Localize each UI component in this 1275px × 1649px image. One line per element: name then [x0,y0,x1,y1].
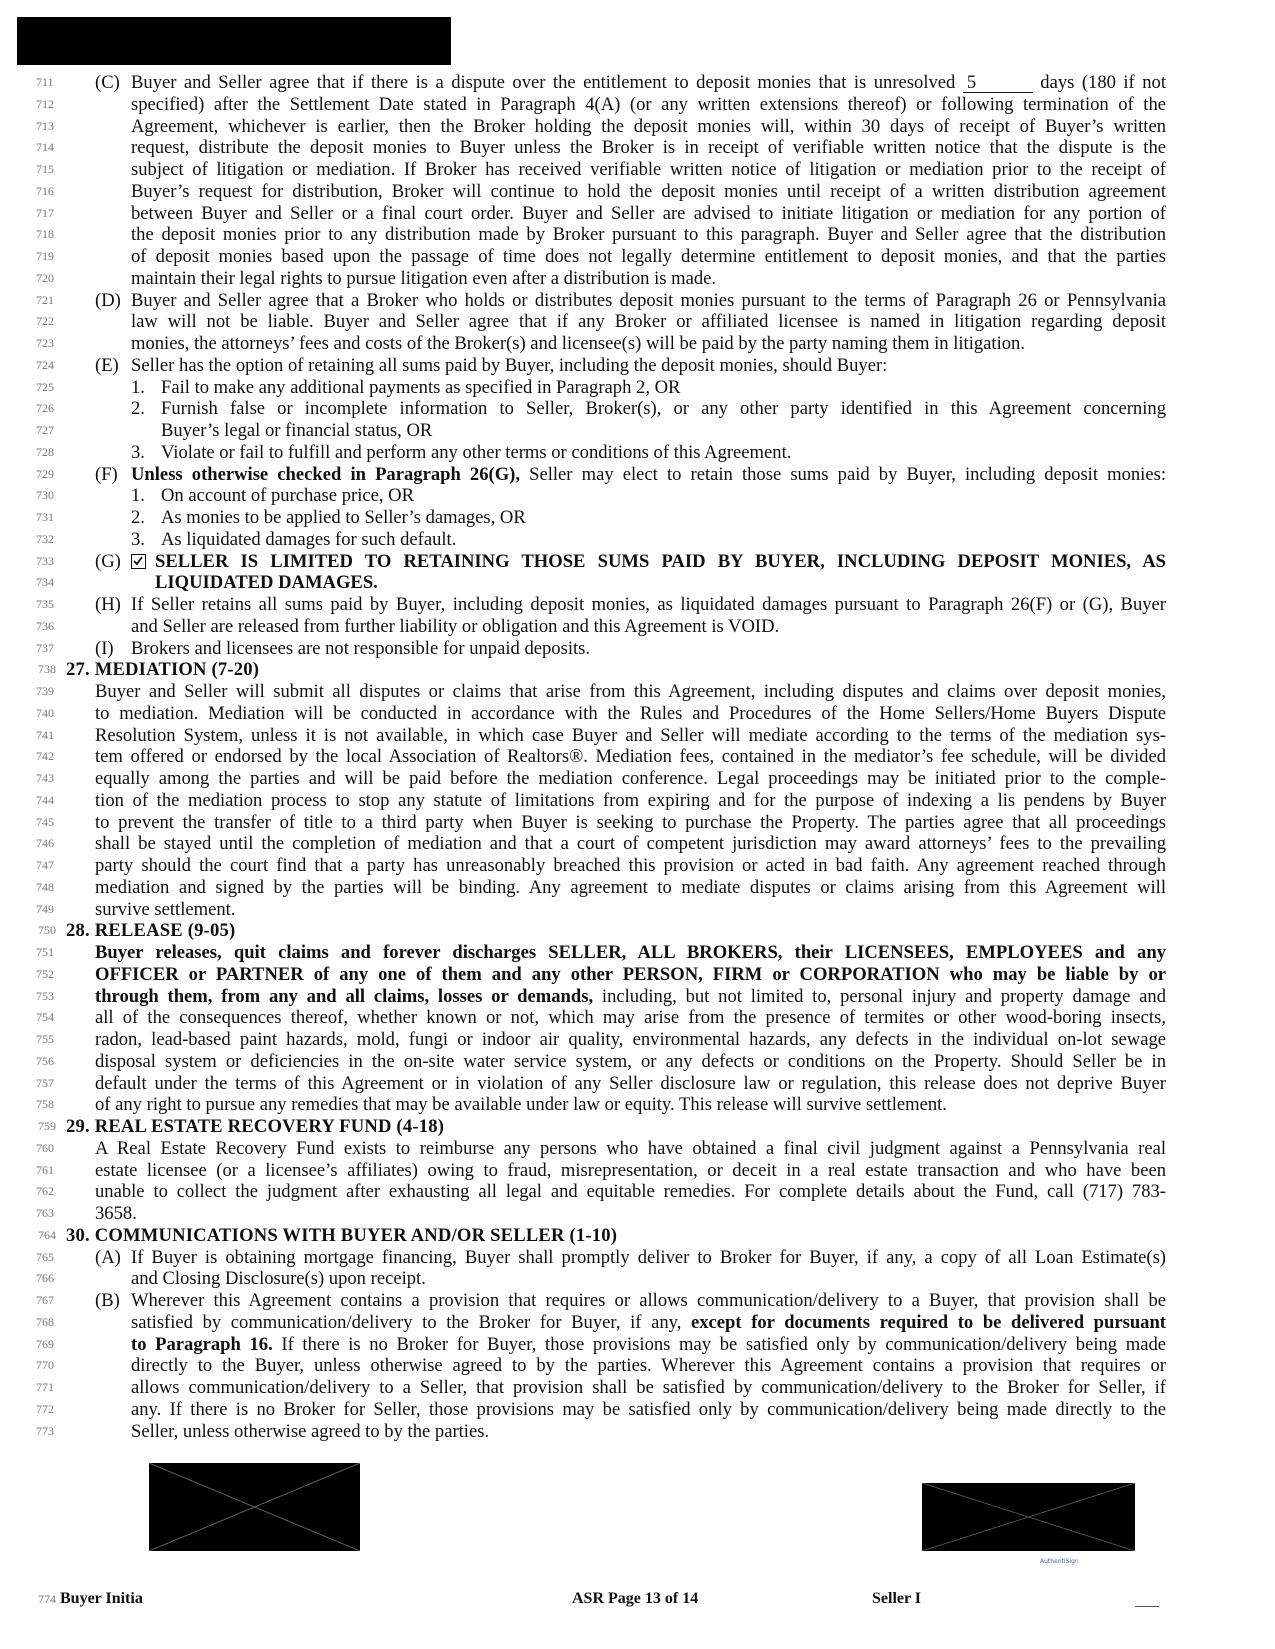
doc-line [0,1180,1275,1203]
line-number: 750 [38,923,56,938]
text-segment: Resolution System, unless it is not available, in which case Buyer and Seller will mediate according to the terms of the mediation sys- [95,724,1166,746]
doc-line [0,1093,1275,1116]
text-segment: Buyer and Seller agree that a Broker who holds or distributes deposit monies pursuant to the terms of Paragraph 26 or Pennsylvania [131,289,1166,311]
bold-text: except for documents required to be delivered pursuant [690,1311,1166,1333]
line-number: 713 [36,118,54,133]
line-number: 733 [36,553,54,568]
text-segment: default under the terms of this Agreement or in violation of any Seller disclosure law or regulation, this release does not deprive Buyer [95,1072,1166,1094]
item-text [131,1289,1166,1312]
subitem-text: Violate or fail to fulfill and perform any other terms or conditions of this Agreement. [161,441,792,463]
paragraph-text [95,724,1166,747]
doc-line [0,332,1275,355]
page-number: ASR Page 13 of 14 [572,1590,699,1607]
item-label: (B) [95,1290,120,1311]
paragraph-text [95,985,1166,1008]
doc-line [0,854,1275,877]
text-segment: to mediation. Mediation will be conducted in accordance with the Rules and Procedures of the Home Sellers/Home Buyers Dispute [95,702,1166,724]
text-segment: between Buyer and Seller or a final court order. Buyer and Seller are advised to initiate litigation or mediation for any portion of [131,202,1166,224]
subitem-text: As liquidated damages for such default. [161,528,457,550]
line-number: 771 [36,1380,54,1394]
buyer-initials-label: Buyer Initia [60,1590,143,1607]
paragraph-text [161,419,432,442]
text-segment: party should the court find that a party has unreasonably breached this provision or acted in bad faith. Any agreement reached through [95,855,1166,876]
doc-line [0,789,1275,812]
doc-line [0,745,1275,768]
text-segment: subject of litigation or mediation. If Broker has received verifiable written notice of litigation or mediation prior to the receipt of [131,159,1166,180]
paragraph-text [131,1398,1166,1421]
item-text [131,71,1166,94]
line-number: 758 [36,1097,54,1112]
text-segment: to prevent the transfer of title to a third party when Buyer is seeking to purchase the Property. The parties agree that all proceedings [95,811,1166,833]
line-number: 755 [36,1032,54,1046]
text-segment: and Seller are released from further liability or obligation and this Agreement is VOID. [131,615,780,637]
doc-line [0,1354,1275,1377]
paragraph-text [95,789,1166,812]
doc-line [0,637,1275,660]
doc-line [0,898,1275,921]
doc-line [0,832,1275,855]
checked-checkbox-icon[interactable] [131,550,150,573]
doc-line [0,397,1275,420]
section-heading [66,1224,617,1247]
doc-line [0,1289,1275,1312]
redaction-box-icon [149,1463,360,1551]
paragraph-text [95,941,1166,964]
line-number: 772 [36,1401,54,1416]
text-segment: including, but not limited to, personal injury and property damage and [593,985,1166,1007]
line-number: 756 [36,1053,54,1068]
doc-line [0,919,1275,942]
paragraph-text [95,1028,1166,1051]
text-segment: shall be stayed until the completion of mediation and that a court of competent jurisdiction may award attorneys’ fees to the prevailing [95,833,1166,855]
line-number: 740 [36,705,54,720]
paragraph-text [131,615,779,638]
item-label: (H) [95,594,121,615]
text-segment: directly to the Buyer, unless otherwise agreed to by the parties. Wherever this Agreement contains a provision that requires or [131,1355,1166,1377]
line-number: 739 [36,684,54,698]
doc-line [0,941,1275,964]
text-segment: maintain their legal rights to pursue litigation even after a distribution is made. [131,267,717,289]
text-segment: 3658. [95,1203,137,1224]
doc-line [0,267,1275,290]
paragraph-text [95,1159,1166,1182]
doc-line [0,571,1275,594]
text-segment: Agreement, whichever is earlier, then the Broker holding the deposit monies will, within 30 days of receipt of Buyer’s written [131,115,1166,137]
doc-line [0,310,1275,333]
doc-line [0,115,1275,138]
item-text [155,550,1166,573]
doc-line [0,702,1275,725]
line-number: 743 [36,771,54,785]
text-segment: 30. COMMUNICATIONS WITH BUYER AND/OR SELLER (1-10) [66,1224,618,1246]
line-number: 770 [36,1358,54,1373]
doc-line [0,71,1275,94]
line-number: 737 [36,640,54,655]
line-number: 764 [38,1227,56,1242]
text-segment: radon, lead-based paint hazards, mold, fungi or indoor air quality, environmental hazards, any defects in the individual on-lot sewage [95,1029,1166,1050]
subitem-label: 1. [131,376,145,398]
bold-text: Unless otherwise checked in Paragraph 26(G), [131,463,521,485]
bold-text: SELLER IS LIMITED TO RETAINING THOSE SUMS PAID BY BUYER, INCLUDING DEPOSIT MONIES, AS [155,550,1166,572]
line-number: 729 [36,466,54,481]
paragraph-text [95,1050,1166,1073]
text-segment: Buyer and Seller will submit all disputes or claims that arise from this Agreement, including disputes and claims over deposit monies, [95,681,1166,702]
redaction-box-icon [922,1483,1135,1551]
text-segment: request, distribute the deposit monies to Buyer unless the Broker is in receipt of verifiable written notice that the dispute is the [131,137,1166,159]
text-segment: and Closing Disclosure(s) upon receipt. [131,1268,426,1290]
doc-line [0,1006,1275,1029]
text-segment: satisfied by communication/delivery to the Broker for Buyer, if any, [131,1311,691,1333]
text-segment: allows communication/delivery to a Seller, that provision shall be satisfied by communication/delivery to the Broker for Seller, if [131,1377,1166,1398]
line-number: 714 [36,140,54,155]
text-segment: A Real Estate Recovery Fund exists to reimburse any persons who have obtained a final civil judgment against a Pennsylvania real [95,1137,1166,1159]
doc-line [0,811,1275,834]
doc-line [0,1050,1275,1073]
line-number: 761 [36,1162,54,1177]
item-text [131,637,590,660]
doc-line [0,136,1275,159]
paragraph-text [95,1202,137,1225]
text-segment: survive settlement. [95,898,236,920]
paragraph-text [95,680,1166,703]
line-number: 724 [36,357,54,372]
line-number: 736 [36,618,54,633]
text-segment: of any right to pursue any remedies that may be available under law or equity. This release will survive settlement. [95,1094,947,1116]
bold-text: through them, from any and all claims, losses or demands, [95,985,594,1007]
paragraph-text [95,1006,1166,1029]
paragraph-text [95,898,235,921]
text-segment: monies, the attorneys’ fees and costs of the Broker(s) and licensee(s) will be paid by the party naming them in litigation. [131,333,1025,354]
subitem-label: 1. [131,485,145,507]
doc-line [0,1115,1275,1138]
doc-line [0,615,1275,638]
text-segment: If there is no Broker for Buyer, those provisions may be satisfied only by communication/delivery being made [272,1333,1166,1355]
doc-line [0,1224,1275,1247]
doc-line [0,202,1275,225]
line-number: 711 [36,75,54,89]
section-heading [66,658,259,681]
line-number: 751 [36,945,54,959]
paragraph-text [131,202,1166,225]
line-number: 760 [36,1140,54,1155]
bold-text: to Paragraph 16. [131,1333,273,1355]
doc-line [0,180,1275,203]
footer-buyer-initials [38,1587,143,1611]
text-segment: Seller has the option of retaining all sums paid by Buyer, including the deposit monies, should Buyer: [131,354,888,376]
footer-line-number: 774 [38,1592,56,1606]
seller-initials-label: Seller I [872,1590,922,1607]
text-segment: Seller, unless otherwise agreed to by the parties. [131,1420,490,1442]
paragraph-text [131,136,1166,159]
paragraph-text [95,854,1166,877]
line-number: 735 [36,597,54,611]
paragraph-text [131,158,1166,181]
line-number: 718 [36,227,54,242]
paragraph-text [95,1180,1166,1203]
doc-line [0,376,1275,399]
text-segment: law will not be liable. Buyer and Seller agree that if any Broker or affiliated licensee is named in litigation regarding deposit [131,311,1166,333]
line-number: 766 [36,1271,54,1286]
doc-line [0,876,1275,899]
paragraph-text [155,571,378,594]
line-number: 754 [36,1010,54,1025]
item-text [131,463,1166,486]
doc-line [0,1159,1275,1182]
text-segment: 28. RELEASE (9-05) [66,920,236,942]
doc-line [0,1137,1275,1160]
paragraph-text [95,767,1166,790]
bold-text: Buyer releases, quit claims and forever discharges SELLER, ALL BROKERS, their LICENSEES, EMPLOYEES and any [95,942,1166,963]
paragraph-text [131,310,1166,333]
bold-text: OFFICER or PARTNER of any one of them and any other PERSON, FIRM or CORPORATION who may be liable by or [95,963,1166,985]
line-number: 742 [36,749,54,764]
line-number: 773 [36,1423,54,1438]
paragraph-text [131,1376,1166,1399]
line-number: 730 [36,488,54,503]
subitem-text: Furnish false or incomplete information to Seller, Broker(s), or any other party identified in this Agreement concerning [161,398,1166,420]
doc-line [0,658,1275,681]
line-number: 749 [36,901,54,916]
doc-line [0,1333,1275,1356]
text-segment: specified) after the Settlement Date stated in Paragraph 4(A) (or any written extensions thereof) or following termination of the [131,93,1166,115]
text-segment: of deposit monies based upon the passage of time does not legally determine entitlement to deposit monies, and that the parties [131,246,1166,267]
text-segment: any. If there is no Broker for Seller, those provisions may be satisfied only by communication/delivery being made directly to the [131,1398,1166,1420]
paragraph-text [131,267,716,290]
line-number: 720 [36,270,54,285]
doc-line [0,441,1275,464]
doc-line [0,767,1275,790]
doc-line [0,1311,1275,1334]
doc-line [0,1028,1275,1051]
paragraph-text [131,1311,1166,1334]
doc-line [0,1202,1275,1225]
line-number: 712 [36,96,54,111]
text-segment: Buyer and Seller agree that if there is a dispute over the entitlement to deposit monies that is unresolved [131,72,963,93]
subitem-label: 3. [131,528,145,550]
line-number: 759 [38,1119,56,1133]
subitem-text: As monies to be applied to Seller’s damages, OR [161,507,526,528]
item-label: (I) [95,637,114,659]
line-number: 746 [36,836,54,851]
doc-line [0,680,1275,703]
text-segment: unable to collect the judgment after exhausting all legal and equitable remedies. For complete details about the Fund, call (717) 783- [95,1181,1166,1203]
line-number: 765 [36,1249,54,1264]
line-number: 717 [36,205,54,220]
paragraph-text [131,223,1166,246]
line-number: 734 [36,575,54,590]
line-number: 723 [36,336,54,350]
doc-line [0,963,1275,986]
text-segment: 27. MEDIATION (7-20) [66,659,260,681]
paragraph-text [131,1354,1166,1377]
authentisign-mark: AuthentiSign [1040,1558,1079,1565]
line-number: 757 [36,1075,54,1090]
item-label: (D) [95,289,121,311]
line-number: 738 [38,662,56,677]
doc-line [0,550,1275,573]
paragraph-text [131,93,1166,116]
doc-line [0,528,1275,551]
doc-line [0,724,1275,747]
doc-line [0,593,1275,616]
line-number: 768 [36,1314,54,1329]
item-text [131,289,1166,312]
item-text [131,593,1166,616]
paragraph-text [131,1420,489,1443]
line-number: 719 [36,249,54,263]
seller-signature-line [1135,1606,1159,1607]
doc-line [0,1398,1275,1421]
paragraph-text [131,245,1166,268]
line-number: 744 [36,792,54,807]
paragraph-text [131,115,1166,138]
doc-line [0,158,1275,181]
item-text [131,354,887,377]
doc-line [0,93,1275,116]
item-label: (F) [95,463,118,485]
subitem-label: 2. [131,507,145,528]
doc-line [0,985,1275,1008]
text-segment: Buyer’s request for distribution, Broker will continue to hold the deposit monies until receipt of a written distribution agreement [131,180,1166,202]
line-number: 732 [36,531,54,546]
text-segment: the deposit monies prior to any distribution made by Broker pursuant to this paragraph. Buyer and Seller agree that the distribution [131,224,1166,246]
item-label: (E) [95,354,119,376]
doc-line [0,223,1275,246]
text-segment: Seller may elect to retain those sums paid by Buyer, including deposit monies: [520,463,1166,485]
line-number: 763 [36,1206,54,1220]
line-number: 721 [36,292,54,307]
line-number: 726 [36,401,54,416]
text-segment: equally among the parties and will be paid before the mediation conference. Legal proceedings may be initiated prior to the comple- [95,768,1166,789]
item-label: (A) [95,1246,121,1268]
doc-line [0,1267,1275,1290]
subitem-label: 3. [131,441,145,463]
line-number: 725 [36,379,54,394]
paragraph-text [95,1137,1166,1160]
line-number: 722 [36,314,54,329]
doc-line [0,1072,1275,1095]
text-segment: If Seller retains all sums paid by Buyer, including deposit monies, as liquidated damages pursuant to Paragraph 26(F) or (G), Buyer [131,594,1166,615]
paragraph-text [95,1093,947,1116]
footer-page-label [572,1587,698,1611]
item-label: (C) [95,72,120,93]
line-number: 716 [36,183,54,198]
doc-line [0,506,1275,529]
paragraph-text [131,180,1166,203]
text-segment: mediation and signed by the parties will be binding. Any agreement to mediate disputes or claims arising from this Agreement will [95,876,1166,898]
paragraph-text [95,1072,1166,1095]
text-segment: 29. REAL ESTATE RECOVERY FUND (4-18) [66,1116,445,1137]
bold-text: LIQUIDATED DAMAGES. [155,572,378,594]
doc-line [0,419,1275,442]
doc-line [0,1376,1275,1399]
unresolved-days-field: 5 [963,74,1033,93]
line-number: 752 [36,966,54,981]
text-segment: disposal system or deficiencies in the on-site water service system, or any defects or conditions on the Property. Should Seller be in [95,1050,1166,1072]
text-segment: all of the consequences thereof, whether known or not, which may arise from the presence of termites or other wood-boring insects, [95,1007,1166,1029]
doc-line [0,354,1275,377]
text-segment: If Buyer is obtaining mortgage financing, Buyer shall promptly deliver to Broker for Buyer, if any, a copy of all Loan Estimate(s) [131,1246,1166,1268]
item-text [131,1246,1166,1269]
text-segment: days (180 if not [1032,72,1166,93]
paragraph-text [95,745,1166,768]
paragraph-text [95,876,1166,899]
subitem-label: 2. [131,398,145,420]
line-number: 747 [36,858,54,872]
paragraph-text [131,1267,426,1290]
paragraph-text [95,811,1166,834]
text-segment: tion of the mediation process to stop any statute of limitations from expiring and for the purpose of indexing a lis pendens by Buyer [95,789,1166,811]
paragraph-text [95,963,1166,986]
line-number: 753 [36,988,54,1003]
line-number: 769 [36,1336,54,1351]
line-number: 748 [36,879,54,894]
paragraph-text [131,332,1025,355]
paragraph-text [131,1333,1166,1356]
line-number: 745 [36,814,54,829]
line-number: 767 [36,1293,54,1307]
text-segment: Buyer’s legal or financial status, OR [161,420,433,441]
doc-line [0,245,1275,268]
line-number: 727 [36,423,54,437]
text-segment: tem offered or endorsed by the local Association of Realtors®. Mediation fees, contained in the mediator’s fee schedule, will be divided [95,746,1166,768]
text-segment: Wherever this Agreement contains a provision that requires or allows communication/delivery to a Buyer, that provision shall be [131,1290,1166,1311]
doc-line [0,289,1275,312]
subitem-text: Fail to make any additional payments as specified in Paragraph 2, OR [161,376,681,398]
redaction-box-icon [17,17,451,65]
footer-seller-initials [872,1587,921,1611]
line-number: 728 [36,444,54,459]
line-number: 715 [36,162,54,176]
doc-line [0,1246,1275,1269]
section-heading [66,1115,444,1138]
text-segment: Brokers and licensees are not responsible for unpaid deposits. [131,637,591,659]
text-segment: estate licensee (or a licensee’s affiliates) owing to fraud, misrepresentation, or deceit in a real estate transaction and who have been [95,1159,1166,1181]
line-number: 741 [36,727,54,742]
line-number: 762 [36,1184,54,1199]
doc-line [0,484,1275,507]
line-number: 731 [36,510,54,524]
subitem-text: On account of purchase price, OR [161,485,414,507]
paragraph-text [95,832,1166,855]
section-heading [66,919,235,942]
paragraph-text [95,702,1166,725]
doc-line [0,463,1275,486]
doc-line [0,1420,1275,1443]
item-label: (G) [95,550,121,572]
